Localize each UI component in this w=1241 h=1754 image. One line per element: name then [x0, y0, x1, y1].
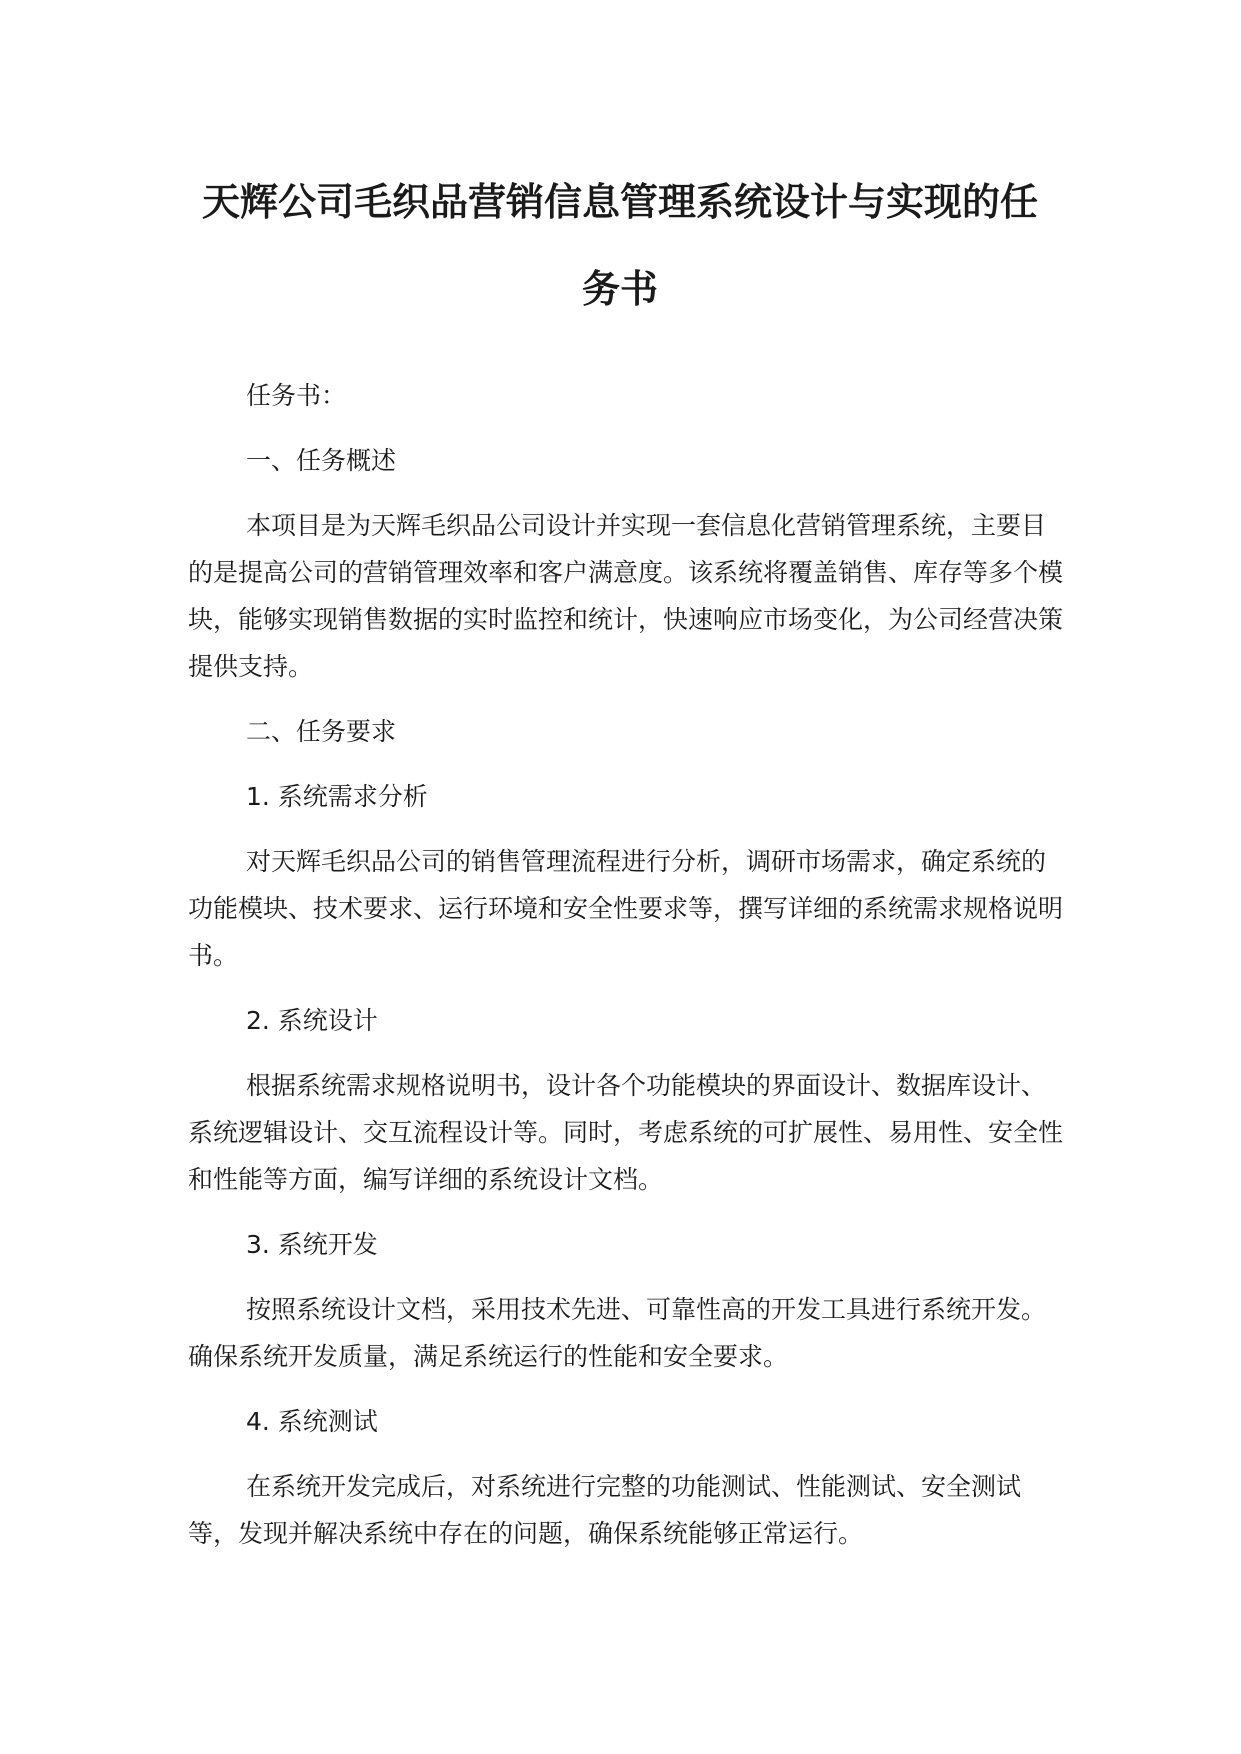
document-title-line-1: 天辉公司毛织品营销信息管理系统设计与实现的任 — [201, 180, 1038, 224]
subheading-system-design: 2. 系统设计 — [246, 1006, 378, 1035]
subheading-requirements-analysis: 1. 系统需求分析 — [246, 782, 428, 811]
document-body — [188, 372, 1068, 1575]
paragraph-requirements-analysis: 对天辉毛织品公司的销售管理流程进行分析，调研市场需求，确定系统的功能模块、技术要求、运行环境和安全性要求等，撰写详细的系统需求规格说明书。 — [188, 847, 1064, 970]
subheading-system-testing: 4. 系统测试 — [246, 1407, 378, 1436]
subheading-system-development: 3. 系统开发 — [246, 1230, 378, 1259]
paragraph-system-design: 根据系统需求规格说明书，设计各个功能模块的界面设计、数据库设计、系统逻辑设计、交互流程设计等。同时，考虑系统的可扩展性、易用性、安全性和性能等方面，编写详细的系统设计文档。 — [188, 1071, 1064, 1194]
section-heading-requirements: 二、任务要求 — [246, 717, 397, 746]
section-heading-overview: 一、任务概述 — [246, 446, 397, 475]
document-title-line-2: 务书 — [581, 267, 658, 311]
paragraph-system-development: 按照系统设计文档，采用技术先进、可靠性高的开发工具进行系统开发。确保系统开发质量，满足系统运行的性能和安全要求。 — [188, 1295, 1047, 1371]
heading-task-book: 任务书： — [246, 381, 347, 410]
paragraph-overview: 本项目是为天辉毛织品公司设计并实现一套信息化营销管理系统，主要目的是提高公司的营销管理效率和客户满意度。该系统将覆盖销售、库存等多个模块，能够实现销售数据的实时监控和统计，快速响应市场变化，为公司经营决策提供支持。 — [188, 511, 1064, 681]
paragraph-system-testing: 在系统开发完成后，对系统进行完整的功能测试、性能测试、安全测试等，发现并解决系统中存在的问题，确保系统能够正常运行。 — [188, 1472, 1022, 1548]
